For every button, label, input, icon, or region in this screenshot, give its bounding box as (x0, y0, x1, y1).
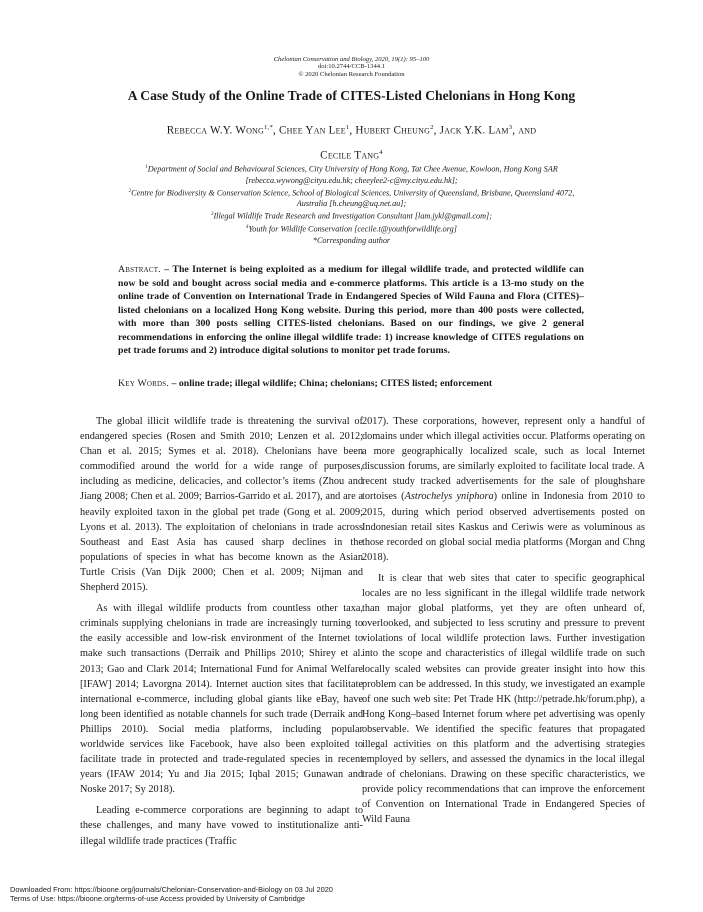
author-separator: , (349, 124, 356, 137)
body-column-left (80, 414, 363, 849)
body-paragraph: It is clear that web sites that cater to specific geographical locales are no less significant in the illegal wildlife trade network than major global platforms, yet they are often unheard of, overlooked, and subjected to less scrutiny and pressure to prevent violations of local wildlife protection laws. Further investigation into the scope and characteristics of illegal wildlife trade on such locally scaled websites can provide greater insight into how this problem can be addressed. In this study, we investigated an example of one such web site: Pet Trade HK (http://petrade.hk/forum.php), a Hong Kong–based Internet forum where pet advertising was openly observable. We identified the specific features that propagated illegal activities on this platform and the advertising strategies employed by sellers, and assessed the dynamics in the local illegal trade of chelonians. Drawing on these specific characteristics, we provide policy recommendations that can improve the enforcement of Convention on International Trade in Endangered Species of Wild Fauna (362, 572, 645, 826)
author-name: Jack Y.K. Lam (439, 124, 509, 137)
keywords (118, 378, 584, 389)
author-affil-mark: 1 (345, 124, 350, 131)
article-title: A Case Study of the Online Trade of CITES-Listed Chelonians in Hong Kong (127, 88, 576, 103)
author-affil-mark: 3 (508, 124, 513, 131)
affiliation-4 (80, 222, 623, 235)
abstract-text: – The Internet is being exploited as a medium for illegal wildlife trade, and protected wildlife can now be sold and bought across social media and e-commerce platforms. This article is a 13-mo study on the online trade of Convention on International Trade in Endangered Species of Wild Fauna and Flora (CITES)–listed chelonians on a localized Hong Kong website. During this period, more than 400 posts were collected, with more than 300 posts selling CITES-listed chelonians. Based on our findings, we give 2 general recommendations in enforcing the online illegal wildlife trade: 1) increase knowledge of CITES regulations on pet trade forums and 2) introduce digital solutions to monitor pet trade forums. (118, 264, 585, 356)
affiliation-1 (80, 162, 623, 175)
body-text: 2017). These corporations, however, represent only a handful of domains under which illegal activities occur. Platforms operating on a more geographically localized scale, such as local Internet discussion forums, are similarly exploited to facilitate local trade. A recent study tracked advertisements for the sale of ploughshare tortoises ( (362, 416, 645, 503)
author-name: Chee Yan Lee (279, 124, 346, 137)
author-list (95, 117, 608, 166)
body-paragraph: Leading e-commerce corporations are beginning to adapt to these challenges, and many have vowed to institutionalize anti-illegal wildlife trade practices (Traffic (80, 805, 363, 847)
corresponding-author-note: *Corresponding author (312, 235, 391, 245)
affiliation-text: Youth for Wildlife Conservation [cecile.t@youthforwildlife.org] (248, 224, 457, 234)
affiliation-number: 2 (128, 188, 132, 194)
author-separator: , (433, 124, 440, 137)
terms-of-use-line[interactable]: Terms of Use: https://bioone.org/terms-of-use Access provided by University of Cambridge (10, 894, 305, 903)
body-paragraph: As with illegal wildlife products from countless other taxa, criminals supplying chelonians in trade are increasingly turning to the easily accessible and low-risk environment of the Internet to make such transactions (Derraik and Phillips 2010; Shirey et al. 2013; Gao and Clark 2014; International Fund for Animal Welfare [IFAW] 2014; Lavorgna 2014). Internet auction sites that facilitate international e-commerce, including global giants like eBay, have long been identified as notable channels for such trade (Derraik and Phillips 2010). Social media platforms, including popular worldwide services like Facebook, have also been exploited to facilitate trade in protected and trade-regulated species in recent years (IFAW 2014; Yu and Jia 2015; Iqbal 2015; Gunawan and Noske 2017; Sy 2018). (80, 603, 363, 796)
journal-citation: Chelonian Conservation and Biology, 2020, 19(1): 95–100 (273, 56, 430, 63)
author-name: Hubert Cheung (355, 124, 431, 137)
author-separator: , and (512, 124, 537, 137)
download-footer (10, 885, 333, 903)
affiliation-1-emails: [rebecca.wywong@cityu.edu.hk; cheeylee2-c@my.cityu.edu.hk]; (245, 175, 458, 185)
author-name: Rebecca W.Y. Wong (166, 124, 265, 137)
body-column-right (362, 414, 645, 828)
copyright: © 2020 Chelonian Research Foundation (298, 70, 405, 78)
affiliation-number: 1 (145, 165, 148, 170)
body-text: ) online in Indonesia from 2010 to 2015, during which period observed advertisements posted on Indonesian retail sites Kaskus and Ceriwis were as voluminous as those recorded on global social media platforms (Morgan and Chng 2018). (362, 491, 645, 563)
author-affil-mark: 2 (430, 124, 434, 131)
affiliation-2 (80, 186, 623, 199)
keywords-label: Key Words. (118, 378, 170, 389)
abstract (118, 263, 584, 358)
download-source-line[interactable]: Downloaded From: https://bioone.org/journals/Chelonian-Conservation-and-Biology on 03 Jul 2020 (10, 885, 333, 894)
journal-header (0, 56, 703, 78)
affiliation-number: 3 (211, 212, 214, 218)
abstract-label: Abstract. (118, 264, 161, 275)
affiliations (80, 162, 623, 246)
author-affil-mark: 1,* (264, 124, 274, 131)
doi[interactable]: doi:10.2744/CCB-1344.1 (317, 63, 386, 71)
author-separator: , (273, 124, 280, 137)
affiliation-text: Centre for Biodiversity & Conservation Science, School of Biological Sciences, University of Queensland, Brisbane, Queensland 4072, (131, 188, 575, 198)
affiliation-text: Department of Social and Behavioural Sciences, City University of Hong Kong, Tat Chee Avenue, Kowloon, Hong Kong SAR (147, 164, 558, 174)
body-paragraph: The global illicit wildlife trade is threatening the survival of endangered species (Rosen and Smith 2010; Lenzen et al. 2012; Chan et al. 2015; Symes et al. 2018). Chelonians have been commodified around the world for a wide range of purposes, including as medicine, delicacies, and collector’s items (Zhou and Jiang 2008; Chen et al. 2009; Barrios-Garrido et al. 2017), and are a heavily exploited taxon in the global pet trade (Gong et al. 2009; Lyons et al. 2013). The exploitation of chelonians in trade across Southeast and East Asia has caused sharp declines in the populations of species in what has become known as the Asian Turtle Crisis (Van Dijk 2000; Chen et al. 2009; Nijman and Shepherd 2015). (80, 416, 363, 594)
author-name: Cecile Tang (320, 149, 380, 162)
affiliation-2-emails: Australia [h.cheung@uq.net.au]; (296, 199, 407, 209)
affiliation-text: Illegal Wildlife Trade Research and Investigation Consultant [lam.jykl@gmail.com]; (213, 212, 492, 222)
author-affil-mark: 4 (379, 148, 383, 156)
affiliation-3 (80, 209, 623, 222)
affiliation-number: 4 (246, 225, 249, 231)
species-name: Astrochelys yniphora (404, 491, 494, 503)
body-paragraph (362, 414, 645, 565)
keywords-text: – online trade; illegal wildlife; China; chelonians; CITES listed; enforcement (171, 378, 493, 389)
